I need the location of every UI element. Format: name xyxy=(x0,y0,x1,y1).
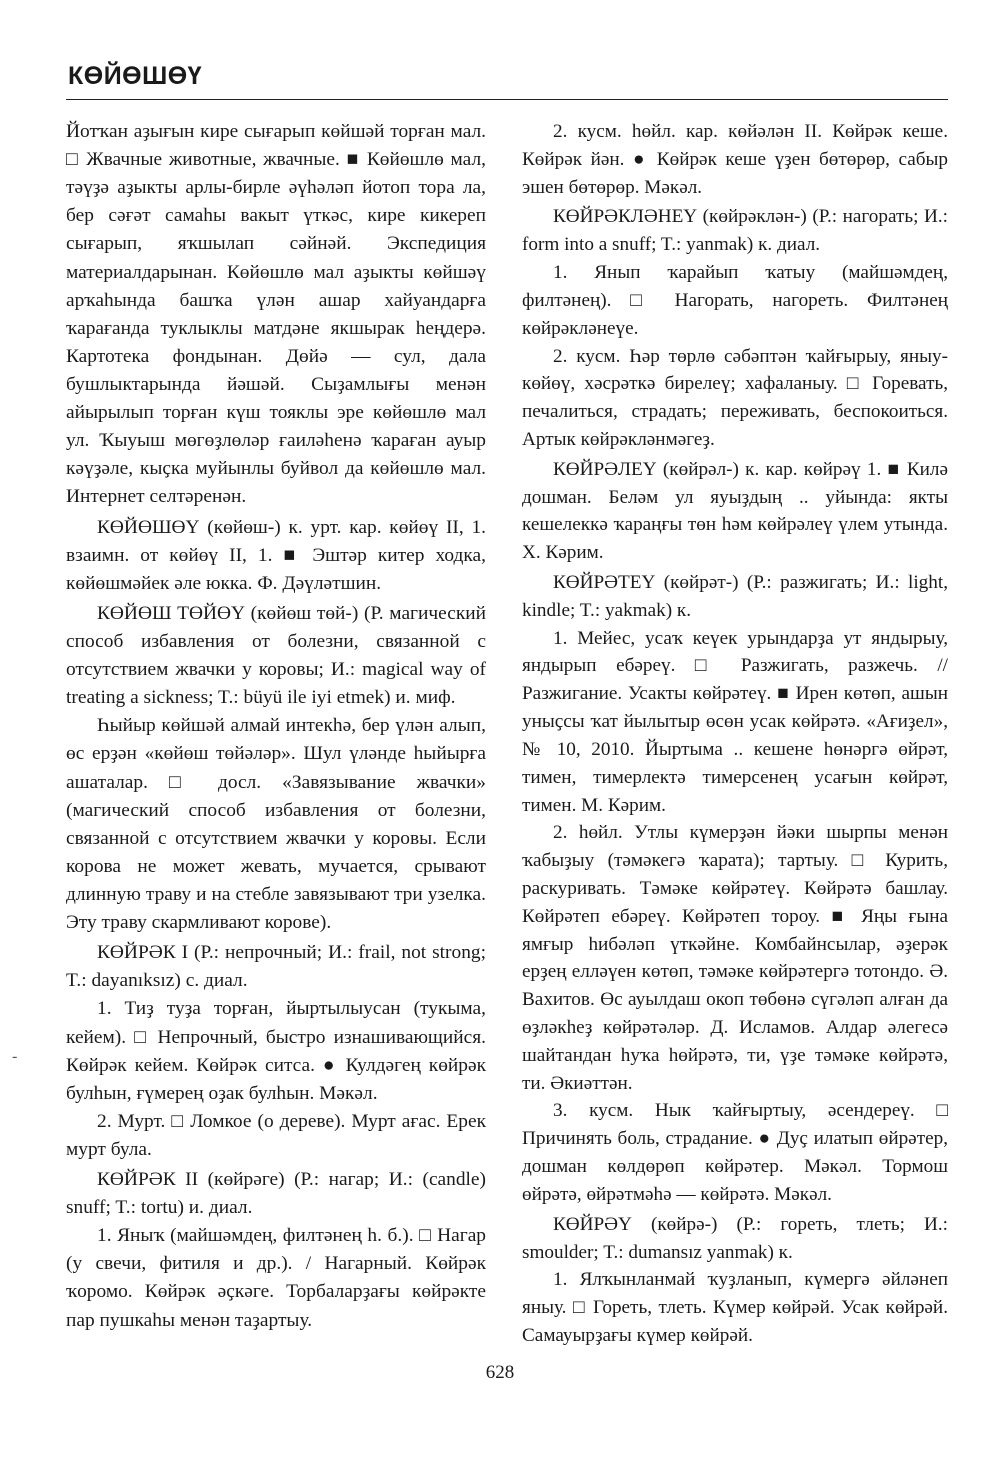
entry-paragraph: 3. кусм. Нык ҡайғыртыу, әсендереү. □ Причинять боль, страдание. ● Дуҫ илатып өйрәтер, дошман көлдөрөп көйрәтер. Мәкәл. Тормош өйрәтә, өйрәтмәһә — көйрәтә. Мәкәл. xyxy=(522,1100,948,1205)
entry-paragraph: КӨЙӨШ ТӨЙӨҮ (көйөш төй-) (Р. магический способ избавления от болезни, связанной с отсутствием жвачки у коровы; И.: magical way of treating a sickness; T.: büyü ile iyi etmek) и. миф. xyxy=(66,602,486,709)
entry-paragraph: КӨЙРӘТЕҮ (көйрәт-) (Р.: разжигать; И.: light, kindle; T.: yakmak) к. xyxy=(522,572,948,621)
entry-paragraph: 2. кусм. һөйл. кар. көйәлән II. Көйрәк кеше. Көйрәк йән. ● Көйрәк кеше үҙен бөтөрөр, сабыр эшен бөтөрөр. Мәкәл. xyxy=(522,121,948,198)
left-column xyxy=(66,118,486,1335)
margin-mark: - xyxy=(12,1048,18,1065)
entry-paragraph: 1. Яныҡ (майшәмдең, филтәнең һ. б.). □ Нагар (у свечи, фитиля и др.). / Нагарный. Көйрәк ҡоромо. Көйрәк әҫкәге. Торбаларҙағы көйрәкте пар пушкаһы менән таҙартыу. xyxy=(66,1225,486,1331)
running-head: КӨЙӨШӨҮ xyxy=(68,62,203,90)
entry-paragraph: 1. Янып ҡарайып ҡатыу (майшәмдең, филтәнең). □ Нагорать, нагореть. Филтәнең көйрәкләнеүе. xyxy=(522,262,948,339)
entry-paragraph: 1. Ялҡынланмай ҡуҙланып, күмергә әйләнеп яныу. □ Гореть, тлеть. Күмер көйрәй. Усак көйрәй. Самауырҙағы күмер көйрәй. xyxy=(522,1269,948,1346)
entry-paragraph: Йотҡан аҙығын кире сығарып көйшәй торған мал. □ Жвачные животные, жвачные. ■ Көйөшлө мал, тәүҙә аҙыкты арлы-бирле әүһәләп йотоп тора ла, бер сәғәт самаһы вакыт үткәс, кире кикереп сығарып, яҡшылап сәйнәй. Экспедиция материалдарынан. Көйөшлө мал аҙыкты көйшәү арҡаһында башҡа үлән ашар хайуандарға ҡарағанда туклыклы матдәне якшырак һеңдерә. Картотека фондынан. Дөйә — сул, дала бушлыктарында йәшәй. Сыҙамлығы менән айырылып торған күш тояклы эре көйөшлө мал ул. Ҡыуыш мөгөҙлөләр ғаиләһенә ҡараған ауыр кәүҙәле, кыҫка муйынлы буйвол да көйөшлө мал. Интернет селтәренән. xyxy=(66,121,486,508)
entry-paragraph: 1. Мейес, усаҡ кеүек урындарҙа ут яндырыу, яндырып ебәреү. □ Разжигать, разжечь. // Разжигание. Усакты көйрәтеү. ■ Ирен көтөп, ашын уныҫсы ҡат йылытыр өсөн усак көйрәтә. «Ағиҙел», № 10, 2010. Йыртыма .. кешене һөнәргә өйрәт, тимен, тимерлектә тимерсенең усағын көйрәт, тимен. М. Кәрим. xyxy=(522,627,948,816)
entry-paragraph: 2. кусм. Һәр төрлө сәбәптән ҡайғырыу, яныу-көйөү, хәсрәткә бирелеү; хафаланыу. □ Горевать, печалиться, страдать; переживать, беспокоиться. Артык көйрәкләнмәгеҙ. xyxy=(522,345,948,450)
entry-paragraph: 2. һөйл. Утлы күмерҙән йәки шырпы менән ҡабыҙыу (тәмәкегә ҡарата); тартыу. □ Курить, раскуривать. Тәмәке көйрәтеү. Көйрәтә башлау. Көйрәтеп ебәреү. Көйрәтеп тороу. ■ Яңы ғына ямғыр һибәләп үткәйне. Комбайнсылар, әҙерәк ерҙең елләүен көтөп, тәмәке көйрәтергә тотондо. Ә. Вахитов. Өс ауылдаш окоп төбөнә сүгәләп алған да өҙләкһеҙ көйрәтәләр. Д. Исламов. Алдар әлегесә шайтандан һуҡа һөйрәтә, ти, үҙе тәмәке көйрәтә, ти. Әкиәттән. xyxy=(522,822,948,1094)
entry-paragraph: КӨЙРӘК I (Р.: непрочный; И.: frail, not strong; T.: dayanıksız) с. диал. xyxy=(66,942,486,992)
right-column xyxy=(522,118,948,1350)
entry-paragraph: Һыйыр көйшәй алмай интекһә, бер үлән алып, өс ерҙән «көйөш төйәләр». Шул үләнде һыйырға ашаталар. □ досл. «Завязывание жвачки» (магический способ избавления от болезни, связанной с отсутствием жвачки у коровы. Если корова не может жевать, мучается, срывают длинную траву и на стебле завязывают три узелка. Эту траву скармливают корове). xyxy=(66,715,486,934)
entry-paragraph: КӨЙРӘЛЕҮ (көйрәл-) к. кар. көйрәү 1. ■ Килә дошман. Беләм ул яуыҙдың .. уйында: якты кешелеккә ҡараңғы төн һәм көйрәлеү үлем утында. Х. Кәрим. xyxy=(522,458,948,564)
entry-paragraph: КӨЙРӘҮ (көйрә-) (Р.: гореть, тлеть; И.: smoulder; T.: dumansız yanmak) к. xyxy=(522,1213,948,1263)
entry-paragraph: КӨЙӨШӨҮ (көйөш-) к. урт. кар. көйөү II, 1. взаимн. от көйөү II, 1. ■ Эштәр китер ходка, көйөшмәйек әле юкка. Ф. Дәүләтшин. xyxy=(66,516,486,594)
entry-paragraph: 1. Тиҙ туҙа торған, йыртылыусан (тукыма, кейем). □ Непрочный, быстро изнашивающийся. Көйрәк кейем. Көйрәк ситса. ● Кулдәгең көйрәк булһын, ғүмерең оҙак булһын. Мәкәл. xyxy=(66,998,486,1104)
entry-paragraph: КӨЙРӘКЛӘНЕҮ (көйрәклән-) (Р.: нагорать; И.: form into a snuff; T.: yanmak) к. диал. xyxy=(522,206,948,256)
header-rule xyxy=(66,99,948,100)
page-number: 628 xyxy=(485,1362,515,1383)
entry-paragraph: КӨЙРӘК II (көйрәге) (Р.: нагар; И.: (candle) snuff; T.: tortu) и. диал. xyxy=(66,1169,486,1219)
entry-paragraph: 2. Мурт. □ Ломкое (о дереве). Мурт ағас. Ерек мурт була. xyxy=(66,1110,486,1160)
